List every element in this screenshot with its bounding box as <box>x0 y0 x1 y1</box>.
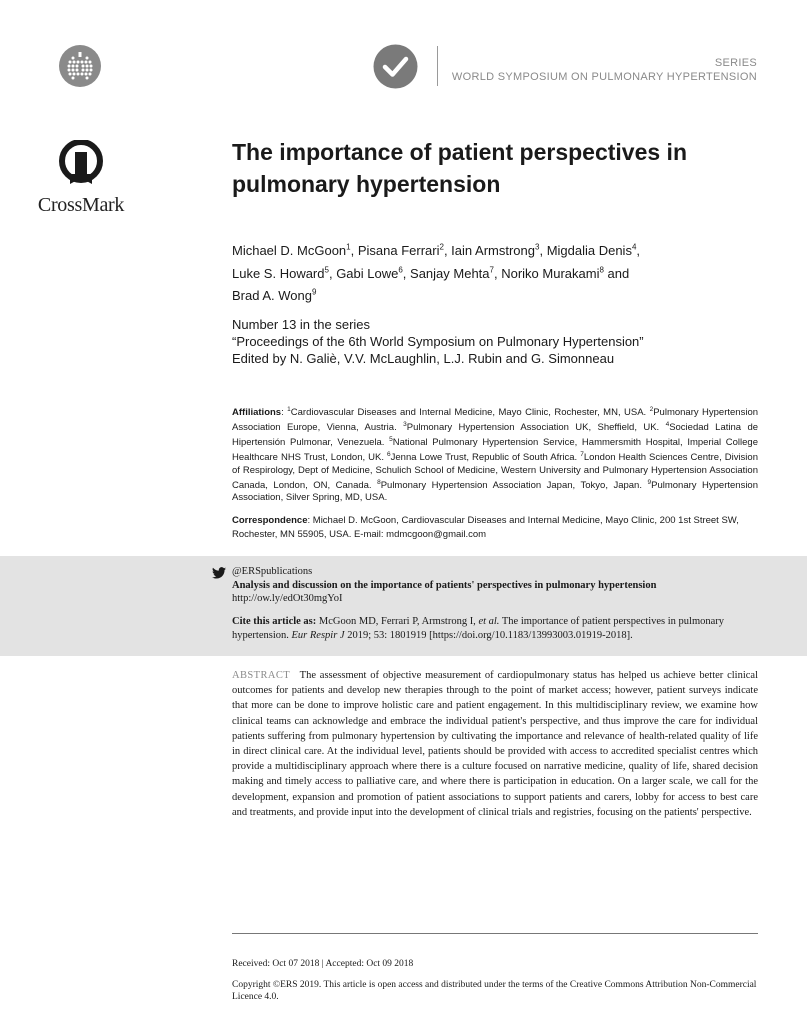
correspondence: Correspondence: Michael D. McGoon, Cardiovascular Diseases and Internal Medicine, Mayo Clinic, 200 1st Street SW, Rochester, MN 55905, USA. E-mail: mdmcgoon@gmail.com <box>232 515 739 540</box>
author: Luke S. Howard$^5$, <box>232 265 337 281</box>
author: Gabi Lowe$^6$, <box>336 265 411 281</box>
ers-logo <box>58 44 102 88</box>
author: Migdalia Denis$^4$, <box>546 243 641 259</box>
series-label <box>452 56 757 84</box>
header-divider <box>437 46 438 86</box>
crossmark-badge[interactable] <box>32 140 130 217</box>
abstract-label: ABSTRACT <box>232 670 291 681</box>
series-editors: Edited by N. Galiè, V.V. McLaughlin, L.J. Rubin and G. Simonneau <box>232 351 615 366</box>
title-line-2: pulmonary hypertension <box>232 171 501 197</box>
tweet-block <box>232 565 762 606</box>
author: Iain Armstrong$^3$, <box>451 243 547 259</box>
copyright: Copyright ©ERS 2019. This article is open access and distributed under the terms of the Creative Commons Attribution Non-Commercial Licence 4.0. <box>232 980 757 1002</box>
author: Noriko Murakami$^8$ and <box>501 265 630 281</box>
series-name: WORLD SYMPOSIUM ON PULMONARY HYPERTENSION <box>451 71 757 83</box>
series-kicker: SERIES <box>714 57 757 69</box>
author: Pisana Ferrari$^2$, <box>357 243 452 259</box>
title-line-1: The importance of patient perspectives in <box>232 139 687 165</box>
affiliations: Affiliations: $^1$Cardiovascular Diseases and Internal Medicine, Mayo Clinic, Rochester, MN, USA. $^2$Pulmonary Hypertension Association Europe, Vienna, Austria. $^3$Pulmonary Hypertension Association UK, Sheffield, UK. $^4$Sociedad Latina de Hipertensión Pulmonar, Venezuela. $^5$National Pulmonary Hypertension Service, Hammersmith Hospital, Imperial College Healthcare NHS Trust, London, UK. $^6$Jenna Lowe Trust, Republic of South Africa. $^7$London Health Sciences Centre, Division of Respirology, Dept of Medicine, Schulich School of Medicine, Western University and Pulmonary Hypertension Association Canada, London, ON, Canada. $^8$Pulmonary Hypertension Association Japan, Tokyo, Japan. $^9$Pulmonary Hypertension Association, Silver Spring, MD, USA. <box>232 406 759 503</box>
tweet-link[interactable]: http://ow.ly/edOt30mgYoI <box>232 593 343 604</box>
author: Sanjay Mehta$^7$, <box>410 265 502 281</box>
affiliations-label: Affiliations <box>232 407 282 419</box>
series-title: “Proceedings of the 6th World Symposium on Pulmonary Hypertension” <box>232 334 644 349</box>
correspondence-label: Correspondence <box>232 515 308 526</box>
correspondence-text: Michael D. McGoon, Cardiovascular Diseases and Internal Medicine, Mayo Clinic, 200 1st Street SW, Rochester, MN 55905, USA. E-mail: mdmcgoon@gmail.com <box>232 515 739 540</box>
series-check-icon <box>373 44 418 89</box>
tweet-text: Analysis and discussion on the importance of patients' perspectives in pulmonary hypertension <box>232 579 657 591</box>
crossmark-label: CrossMark <box>37 194 125 216</box>
citation: Cite this article as: McGoon MD, Ferrari P, Armstrong I, et al. The importance of patient perspectives in pulmonary hypertension. Eur Respir J 2019; 53: 1801919 [https://doi.org/10.1183/13993003.01919-2018]. <box>232 616 725 641</box>
author-list <box>232 238 702 305</box>
abstract <box>232 668 758 820</box>
cite-label: Cite this article as: <box>232 616 317 627</box>
twitter-icon <box>212 566 226 578</box>
tweet-handle[interactable]: @ERSpublications <box>232 566 313 577</box>
crossmark-icon <box>59 140 103 190</box>
author: Brad A. Wong$^9$ <box>232 287 317 303</box>
article-title <box>232 136 772 200</box>
author: Michael D. McGoon$^1$, <box>232 243 358 259</box>
series-info <box>232 316 752 367</box>
series-number: Number 13 in the series <box>232 317 371 332</box>
footer-divider <box>232 933 758 934</box>
abstract-text: The assessment of objective measurement of cardiopulmonary status has helped us achieve better clinical outcomes for patients and develop new therapies through to the point of market access; however, patient surveys indicate that more can be done to improve holistic care and patient engagement. In this multidisciplinary review, we examine how clinical teams can acknowledge and embrace the individual patient's perspective, and thus improve the care for individual patients suffering from pulmonary hypertension by cultivating the importance and relevance of health-related quality of life in direct clinical care. At the individual level, patients should be provided with access to accredited specialist centres which provide a multidisciplinary approach where there is a culture focused on narrative medicine, quality of life, shared decision making and timely access to palliative care, and where there is participation in education. On a larger scale, we call for the development, expansion and promotion of patient associations to support patients and carers, lobby for access to best care and treatments, and provide input into the development of clinical trials and registries, focusing on the patients' perspective. <box>232 670 758 818</box>
received-dates: Received: Oct 07 2018 | Accepted: Oct 09 2018 <box>232 959 414 969</box>
